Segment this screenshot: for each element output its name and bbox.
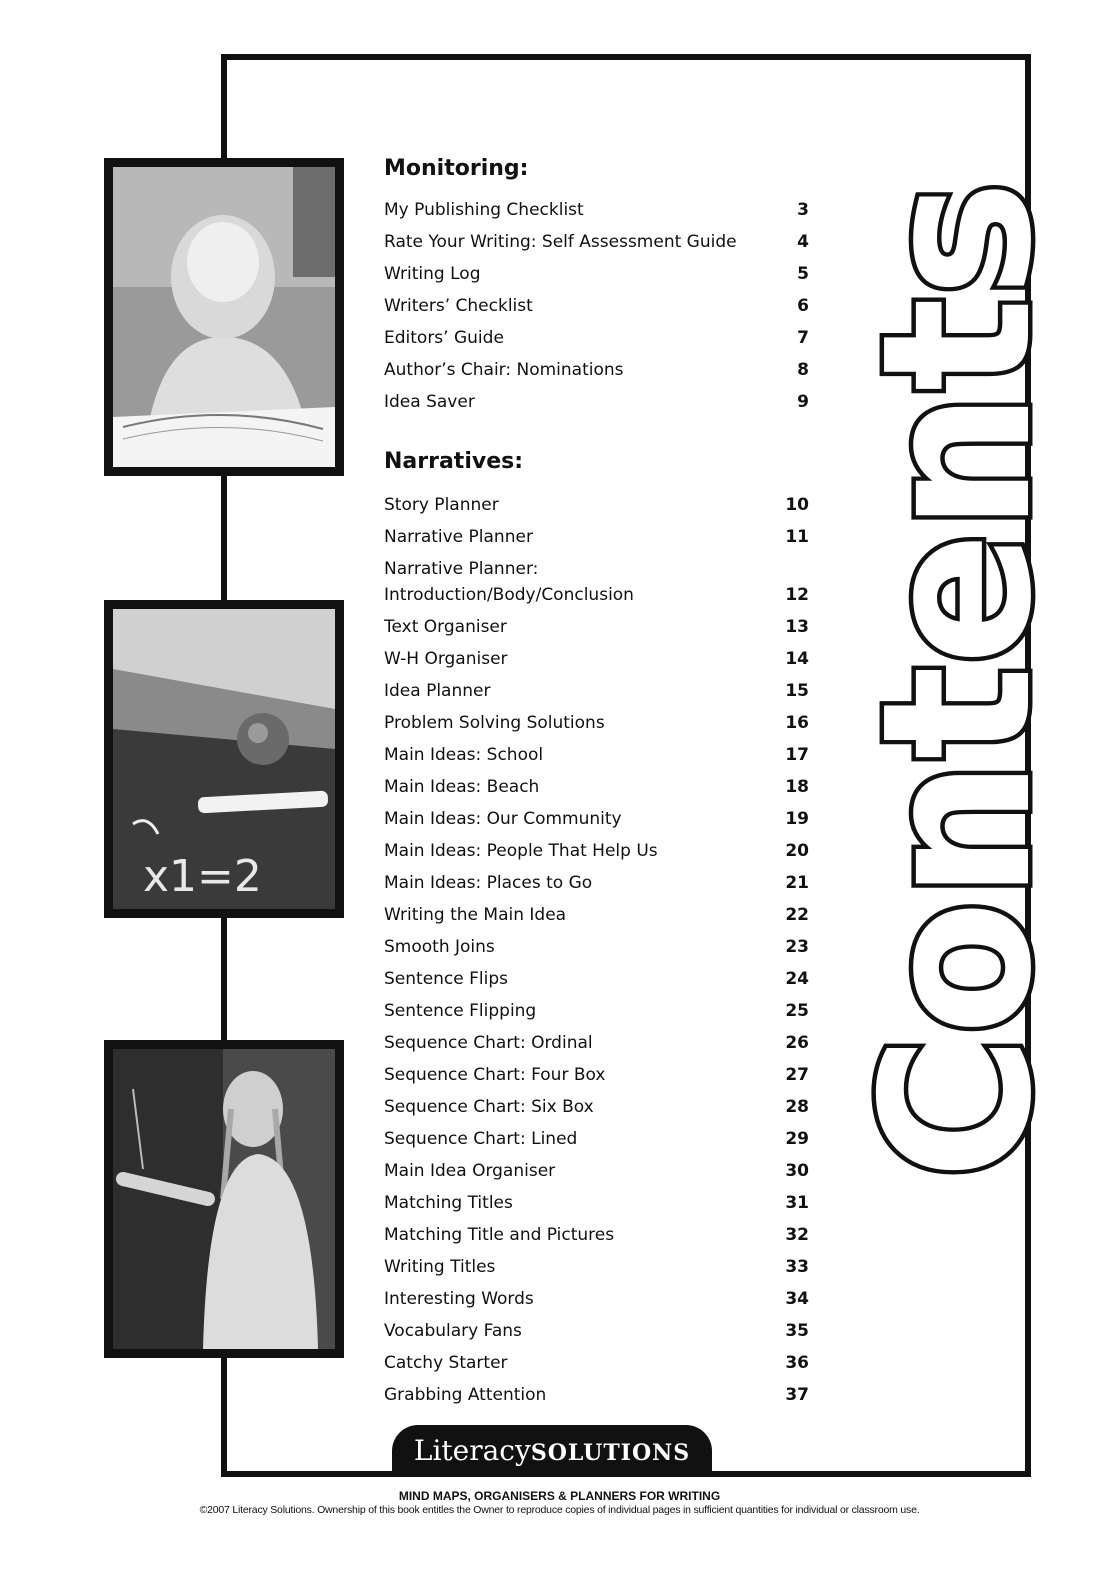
entry-page: 12 bbox=[785, 585, 809, 605]
entry-title: Vocabulary Fans bbox=[384, 1321, 522, 1341]
entry-page: 22 bbox=[785, 905, 809, 925]
monitoring-section bbox=[384, 155, 809, 415]
toc-entry[interactable] bbox=[384, 1024, 809, 1056]
girl-at-blackboard-photo bbox=[104, 1040, 344, 1358]
entry-page: 20 bbox=[785, 841, 809, 861]
entry-page: 27 bbox=[785, 1065, 809, 1085]
entry-page: 21 bbox=[785, 873, 809, 893]
entry-title: Sequence Chart: Four Box bbox=[384, 1065, 606, 1085]
entry-title: Narrative Planner: Introduction/Body/Conclusion bbox=[384, 559, 634, 605]
toc-entry[interactable] bbox=[384, 191, 809, 223]
toc-entry[interactable] bbox=[384, 928, 809, 960]
toc-entry[interactable] bbox=[384, 1344, 809, 1376]
entry-title: Sequence Chart: Ordinal bbox=[384, 1033, 593, 1053]
entry-title: Writers’ Checklist bbox=[384, 296, 533, 316]
toc-entry[interactable] bbox=[384, 1088, 809, 1120]
chalkboard-chalk-photo bbox=[104, 600, 344, 918]
toc-entry[interactable] bbox=[384, 1152, 809, 1184]
entry-page: 19 bbox=[785, 809, 809, 829]
entry-page: 17 bbox=[785, 745, 809, 765]
entry-title: My Publishing Checklist bbox=[384, 200, 584, 220]
entry-title: Rate Your Writing: Self Assessment Guide bbox=[384, 232, 737, 252]
narratives-list bbox=[384, 486, 809, 1408]
entry-page: 37 bbox=[785, 1385, 809, 1405]
entry-page: 8 bbox=[797, 360, 809, 380]
toc-entry[interactable] bbox=[384, 800, 809, 832]
entry-title: Matching Titles bbox=[384, 1193, 513, 1213]
entry-page: 5 bbox=[797, 264, 809, 284]
toc-entry[interactable] bbox=[384, 608, 809, 640]
toc-entry[interactable] bbox=[384, 383, 809, 415]
entry-page: 15 bbox=[785, 681, 809, 701]
entry-title: Main Ideas: People That Help Us bbox=[384, 841, 658, 861]
entry-title: Main Ideas: Places to Go bbox=[384, 873, 593, 893]
logo-solutions: SOLUTIONS bbox=[530, 1440, 691, 1466]
entry-title: Main Idea Organiser bbox=[384, 1161, 556, 1181]
entry-title: Writing Log bbox=[384, 264, 481, 284]
entry-page: 4 bbox=[797, 232, 809, 252]
narratives-heading: Narratives: bbox=[384, 449, 524, 474]
entry-page: 36 bbox=[785, 1353, 809, 1373]
entry-title: Editors’ Guide bbox=[384, 328, 504, 348]
entry-page: 35 bbox=[785, 1321, 809, 1341]
toc-entry[interactable] bbox=[384, 768, 809, 800]
svg-text:x1=2: x1=2 bbox=[143, 851, 262, 902]
toc-entry[interactable] bbox=[384, 351, 809, 383]
entry-title: Narrative Planner bbox=[384, 527, 533, 547]
toc-entry[interactable] bbox=[384, 223, 809, 255]
entry-page: 23 bbox=[785, 937, 809, 957]
entry-page: 13 bbox=[785, 617, 809, 637]
toc-entry[interactable] bbox=[384, 960, 809, 992]
entry-title: Catchy Starter bbox=[384, 1353, 508, 1373]
entry-page: 14 bbox=[785, 649, 809, 669]
entry-page: 3 bbox=[797, 200, 809, 220]
entry-page: 33 bbox=[785, 1257, 809, 1277]
entry-title: Problem Solving Solutions bbox=[384, 713, 605, 733]
toc-entry[interactable] bbox=[384, 1184, 809, 1216]
entry-title: Grabbing Attention bbox=[384, 1385, 547, 1405]
entry-title: Main Ideas: School bbox=[384, 745, 544, 765]
entry-page: 10 bbox=[785, 495, 809, 515]
entry-page: 7 bbox=[797, 328, 809, 348]
entry-title: Sentence Flipping bbox=[384, 1001, 537, 1021]
entry-page: 6 bbox=[797, 296, 809, 316]
contents-title-text: Contents bbox=[839, 139, 1077, 1180]
girl-reading-photo bbox=[104, 158, 344, 476]
toc-entry[interactable] bbox=[384, 1312, 809, 1344]
entry-page: 28 bbox=[785, 1097, 809, 1117]
toc-entry[interactable] bbox=[384, 319, 809, 351]
toc-entry[interactable] bbox=[384, 1248, 809, 1280]
entry-title: Sequence Chart: Lined bbox=[384, 1129, 578, 1149]
entry-title: Text Organiser bbox=[384, 617, 507, 637]
entry-page: 11 bbox=[785, 527, 809, 547]
toc-entry[interactable] bbox=[384, 896, 809, 928]
toc-entry[interactable] bbox=[384, 1120, 809, 1152]
toc-entry[interactable] bbox=[384, 486, 809, 518]
toc-entry[interactable] bbox=[384, 864, 809, 896]
toc-entry[interactable] bbox=[384, 1280, 809, 1312]
entry-title: Matching Title and Pictures bbox=[384, 1225, 615, 1245]
toc-entry[interactable] bbox=[384, 550, 809, 608]
footer-book-title: MIND MAPS, ORGANISERS & PLANNERS FOR WRITING bbox=[398, 1489, 721, 1503]
entry-title: Smooth Joins bbox=[384, 937, 495, 957]
entry-title: Idea Saver bbox=[384, 392, 475, 412]
contents-vertical-title bbox=[839, 139, 1077, 1180]
narratives-section bbox=[384, 448, 809, 1408]
entry-page: 24 bbox=[785, 969, 809, 989]
entry-page: 31 bbox=[785, 1193, 809, 1213]
entry-title: W-H Organiser bbox=[384, 649, 508, 669]
entry-page: 26 bbox=[785, 1033, 809, 1053]
entry-page: 32 bbox=[785, 1225, 809, 1245]
toc-entry[interactable] bbox=[384, 672, 809, 704]
entry-title: Idea Planner bbox=[384, 681, 491, 701]
toc-entry[interactable] bbox=[384, 1216, 809, 1248]
monitoring-heading: Monitoring: bbox=[384, 156, 529, 181]
entry-title: Interesting Words bbox=[384, 1289, 534, 1309]
entry-page: 29 bbox=[785, 1129, 809, 1149]
toc-entry[interactable] bbox=[384, 1056, 809, 1088]
literacy-solutions-logo bbox=[392, 1425, 712, 1477]
entry-title: Sentence Flips bbox=[384, 969, 509, 989]
toc-entry[interactable] bbox=[384, 736, 809, 768]
entry-title: Main Ideas: Beach bbox=[384, 777, 540, 797]
toc-entry[interactable] bbox=[384, 704, 809, 736]
entry-page: 30 bbox=[785, 1161, 809, 1181]
entry-page: 18 bbox=[785, 777, 809, 797]
toc-entry[interactable] bbox=[384, 287, 809, 319]
toc-entry[interactable] bbox=[384, 640, 809, 672]
footer-copyright: ©2007 Literacy Solutions. Ownership of this book entitles the Owner to reproduce copies of individual pages in sufficient quantities for individual or classroom use. bbox=[199, 1504, 920, 1516]
monitoring-list bbox=[384, 191, 809, 415]
toc-entry[interactable] bbox=[384, 255, 809, 287]
logo-literacy: Literacy bbox=[413, 1434, 531, 1467]
toc-entry[interactable] bbox=[384, 832, 809, 864]
entry-page: 25 bbox=[785, 1001, 809, 1021]
toc-entry[interactable] bbox=[384, 992, 809, 1024]
entry-page: 9 bbox=[797, 392, 809, 412]
entry-title: Sequence Chart: Six Box bbox=[384, 1097, 594, 1117]
entry-title: Writing the Main Idea bbox=[384, 905, 567, 925]
entry-page: 16 bbox=[785, 713, 809, 733]
entry-page: 34 bbox=[785, 1289, 809, 1309]
entry-title: Main Ideas: Our Community bbox=[384, 809, 622, 829]
toc-entry[interactable] bbox=[384, 1376, 809, 1408]
toc-entry[interactable] bbox=[384, 518, 809, 550]
entry-title: Writing Titles bbox=[384, 1257, 496, 1277]
entry-title: Story Planner bbox=[384, 495, 499, 515]
entry-title: Author’s Chair: Nominations bbox=[384, 360, 624, 380]
